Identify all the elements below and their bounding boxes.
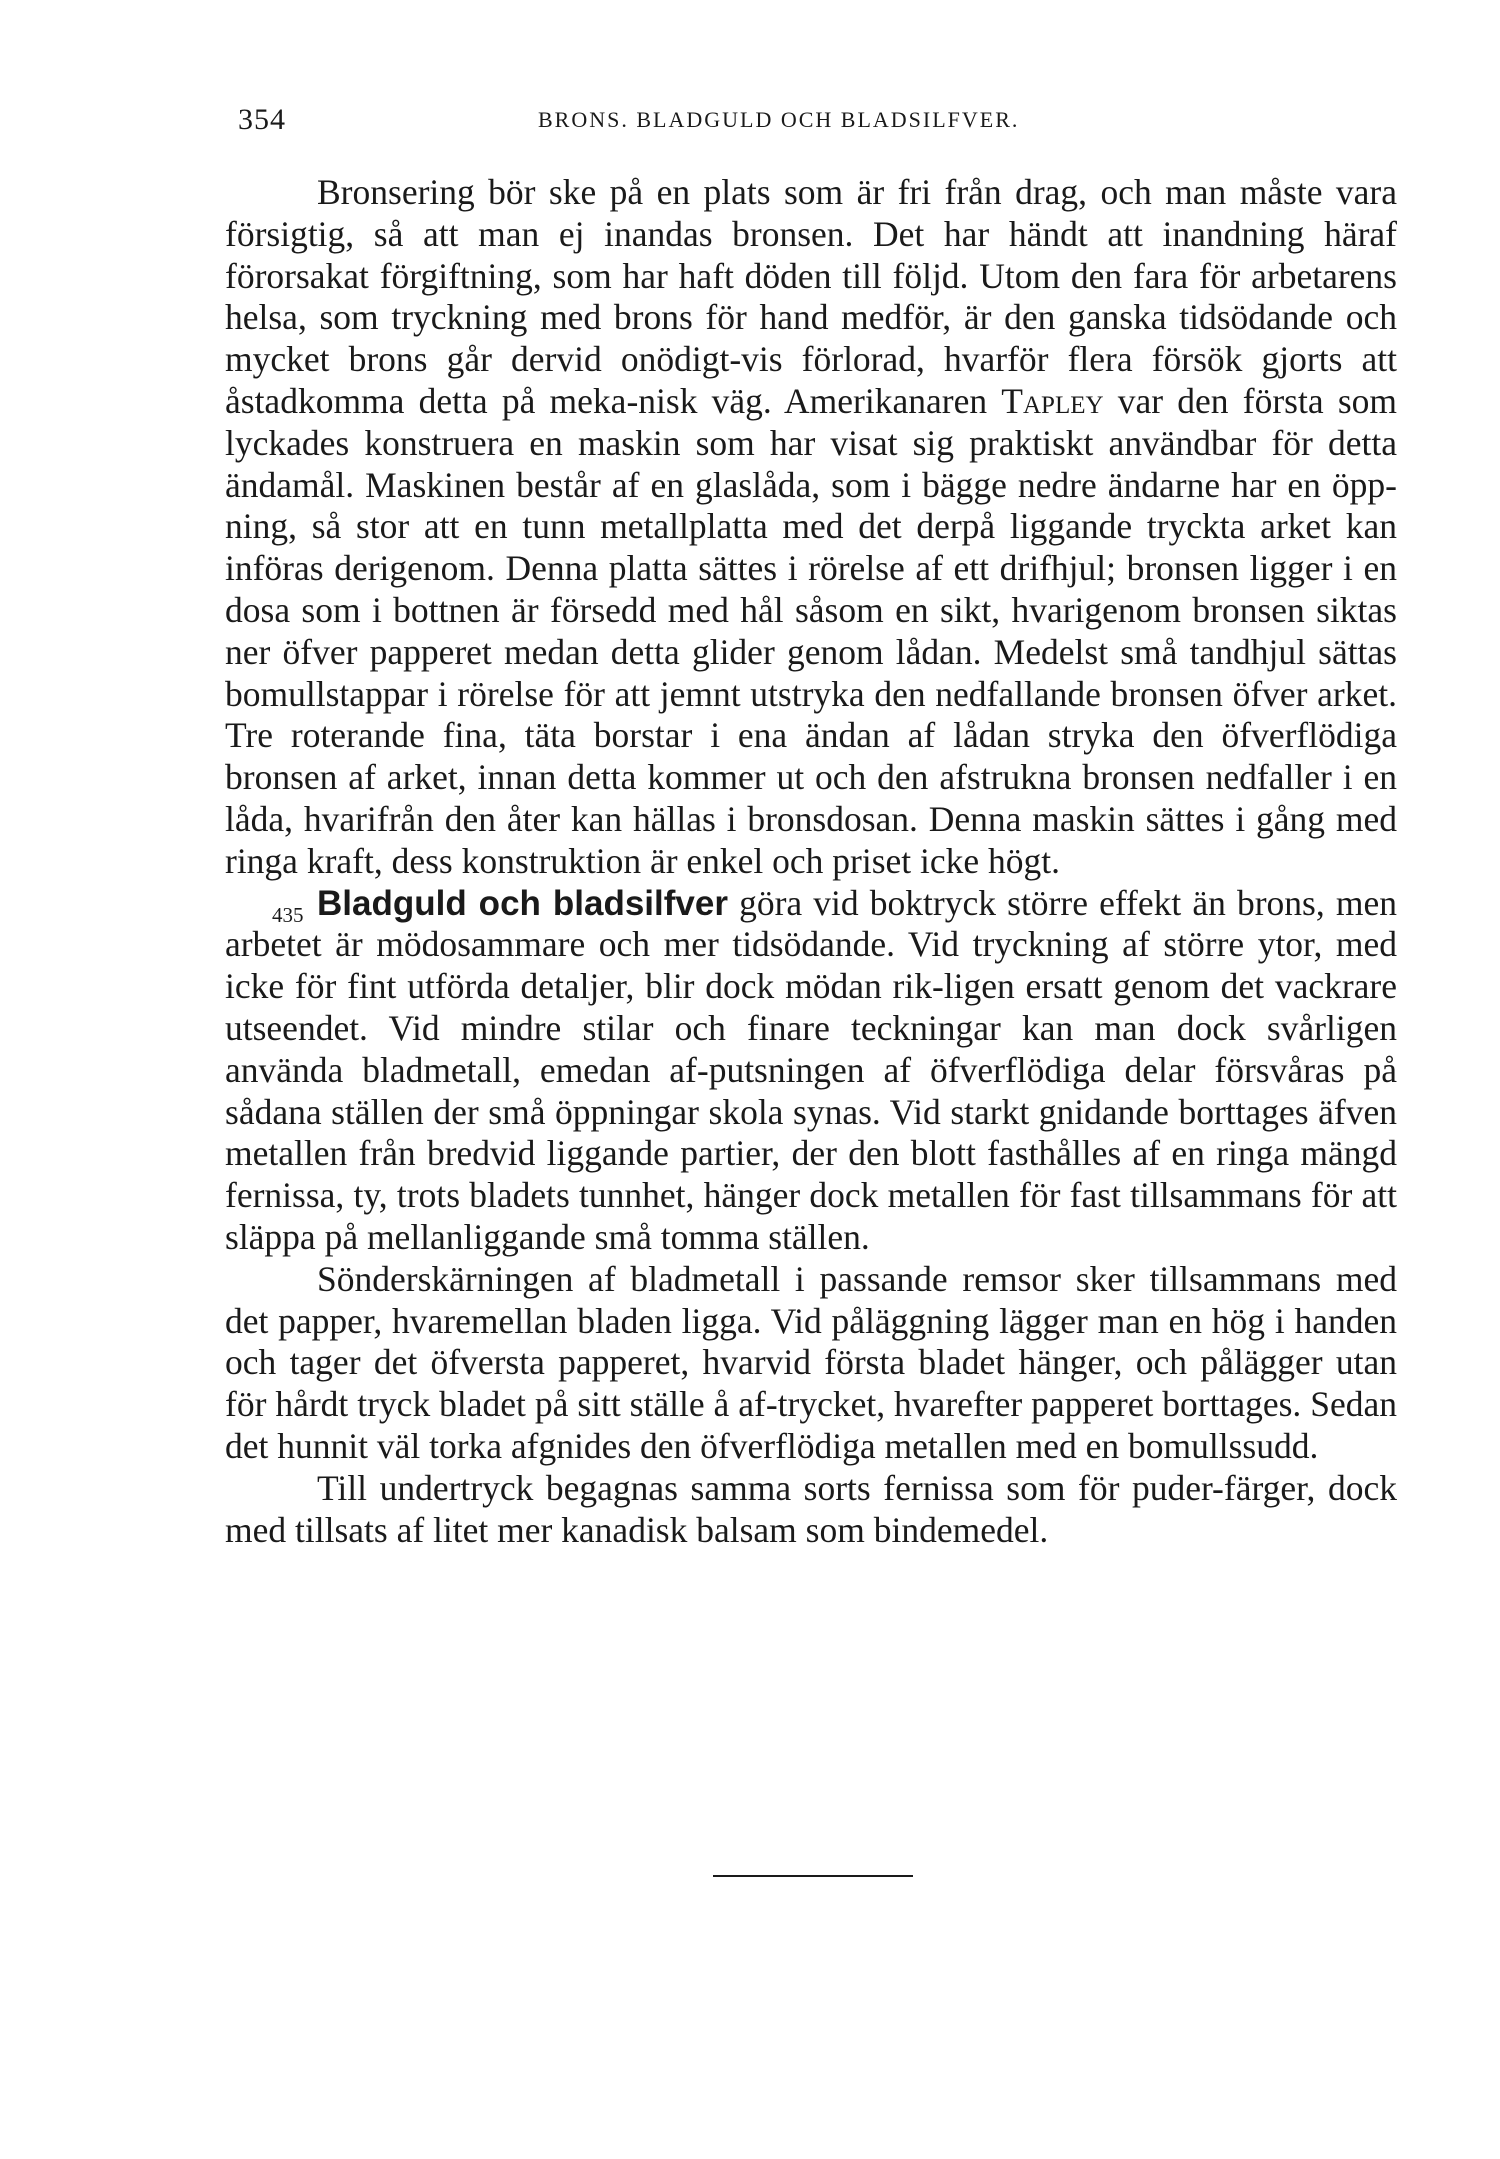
body-text [225,172,1397,1551]
section-title: Bladguld och bladsilfver [317,883,728,923]
paragraph-text: Sönderskärningen af bladmetall i passande remsor sker tillsammans med det papper, hvaremellan bladen ligga. Vid påläggning lägger man en hög i handen och tager det öfversta papperet, hvarvid första bladet hänger, och pålägger utan för hårdt tryck bladet på sitt ställe å af-trycket, hvarefter papperet borttages. Sedan det hunnit väl torka afgnides den öfverflödiga metallen med en bomullssudd. [225,1258,1397,1466]
paragraph-bronsering [225,172,1397,883]
paragraph-text: Bronsering bör ske på en plats som är fri från drag, och man måste vara försigtig, så att man ej inandas bronsen. Det har händt att inandning häraf förorsakat förgiftning, som har haft döden till följd. Utom den fara för arbetarens helsa, som tryckning med brons för hand medför, är den ganska tidsödande och mycket brons går dervid onödigt-vis förlorad, hvarför flera försök gjorts att åstadkomma detta på meka-nisk väg. Amerikanaren [225,172,1397,421]
page-header [238,103,1393,143]
margin-section-number: 435 [272,902,304,927]
paragraph-text: Till undertryck begagnas samma sorts fernissa som för puder-färger, dock med tillsats af litet mer kanadisk balsam som bindemedel. [225,1467,1397,1550]
paragraph-bladguld [225,883,1397,1259]
end-rule [713,1875,913,1877]
paragraph-sonderskarningen [225,1259,1397,1468]
paragraph-undertryck [225,1468,1397,1552]
paragraph-text-continued: var den första som lyckades konstruera en maskin som har visat sig praktiskt användbar för detta ändamål. Maskinen består af en glaslåda, som i bägge nedre ändarne har en öpp-ning, så stor att en tunn metallplatta med det derpå liggande tryckta arket kan införas derigenom. Denna platta sättes i rörelse af ett drifhjul; bronsen ligger i en dosa som i bottnen är försedd med hål såsom en sikt, hvarigenom bronsen siktas ner öfver papperet medan detta glider genom lådan. Medelst små tandhjul sättas bomullstappar i rörelse för att jemnt utstryka den nedfallande bronsen öfver arket. Tre roterande fina, täta borstar i ena ändan af lådan stryka den öfverflödiga bronsen af arket, innan detta kommer ut och den afstrukna bronsen nedfaller i en låda, hvarifrån den åter kan hällas i bronsdosan. Denna maskin sättes i gång med ringa kraft, dess konstruktion är enkel och priset icke högt. [225,380,1397,881]
page-number: 354 [238,103,286,136]
running-head: BRONS. BLADGULD OCH BLADSILFVER. [538,107,1020,132]
person-name: Tapley [1001,380,1104,421]
paragraph-text: göra vid boktryck större effekt än brons, men arbetet är mödosammare och mer tidsödande. Vid tryckning af större ytor, med icke för fint utförda detaljer, blir dock mödan rik-ligen ersatt genom det vackrare utseendet. Vid mindre stilar och finare teckningar kan man dock svårligen använda bladmetall, emedan af-putsningen af öfverflödiga delar försvåras på sådana ställen der små öppningar skola synas. Vid starkt gnidande borttages äfven metallen från bredvid liggande partier, der den blott fasthålles af en ringa mängd fernissa, ty, trots bladets tunnhet, hänger dock metallen för fast tillsammans för att släppa på mellanliggande små tomma ställen. [225,882,1397,1257]
